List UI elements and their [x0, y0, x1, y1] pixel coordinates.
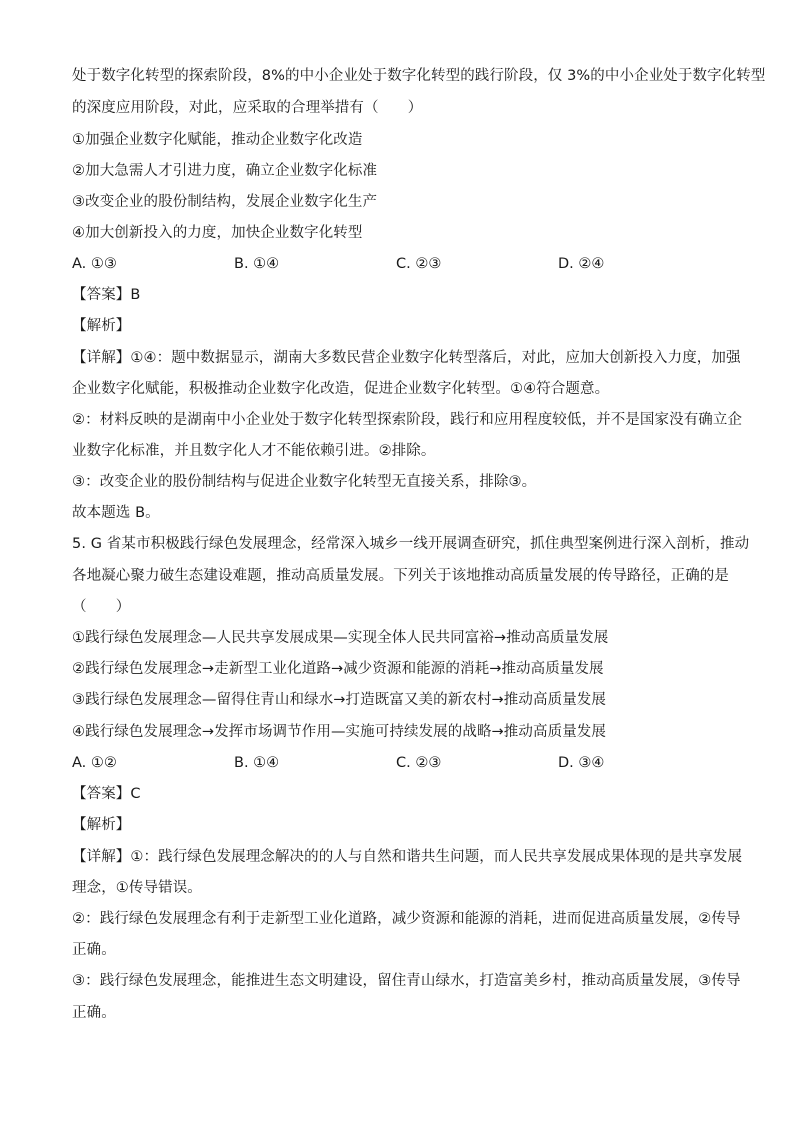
q5-option-b: B. ①④ — [234, 755, 280, 771]
q5-detail-line-6: 正确。 — [72, 1005, 116, 1021]
q4-option-a: A. ①③ — [72, 256, 117, 272]
q4-option-c: C. ②③ — [396, 256, 442, 272]
q4-item-4: ④加大创新投入的力度，加快企业数字化转型 — [72, 225, 363, 241]
q5-option-a: A. ①② — [72, 755, 117, 771]
q4-answer: 【答案】B — [72, 287, 141, 303]
q5-stem-line-2: 各地凝心聚力破生态建设难题，推动高质量发展。下列关于该地推动高质量发展的传导路径，正确的是 — [72, 568, 729, 584]
q4-detail-line-5: ③：改变企业的股份制结构与促进企业数字化转型无直接关系，排除③。 — [72, 474, 537, 490]
q4-item-1: ①加强企业数字化赋能，推动企业数字化改造 — [72, 132, 363, 148]
q4-detail-line-4: 业数字化标准，并且数字化人才不能依赖引进。②排除。 — [72, 443, 436, 459]
q5-option-c: C. ②③ — [396, 755, 442, 771]
q4-option-b: B. ①④ — [234, 256, 280, 272]
q4-detail-line-3: ②：材料反映的是湖南中小企业处于数字化转型探索阶段，践行和应用程度较低，并不是国家没有确立企 — [72, 412, 743, 428]
q4-item-3: ③改变企业的股份制结构，发展企业数字化生产 — [72, 194, 378, 210]
q5-item-4: ④践行绿色发展理念→发挥市场调节作用—实施可持续发展的战略→推动高质量发展 — [72, 724, 606, 740]
q5-detail-line-4: 正确。 — [72, 942, 116, 958]
q4-item-2: ②加大急需人才引进力度，确立企业数字化标准 — [72, 163, 378, 179]
q5-item-2: ②践行绿色发展理念→走新型工业化道路→减少资源和能源的消耗→推动高质量发展 — [72, 661, 604, 677]
q5-detail-line-1: 【详解】①：践行绿色发展理念解决的的人与自然和谐共生问题，而人民共享发展成果体现的是共享发展 — [72, 849, 743, 865]
q5-detail-line-2: 理念，①传导错误。 — [72, 880, 202, 896]
q5-detail-line-3: ②：践行绿色发展理念有利于走新型工业化道路，减少资源和能源的消耗，进而促进高质量发展，②传导 — [72, 911, 741, 927]
q4-detail-line-2: 企业数字化赋能，积极推动企业数字化改造，促进企业数字化转型。①④符合题意。 — [72, 381, 610, 397]
q4-stem-line-2: 的深度应用阶段，对此，应采取的合理举措有（ ） — [72, 100, 423, 116]
q5-answer: 【答案】C — [72, 786, 141, 802]
q4-detail-line-6: 故本题选 B。 — [72, 505, 160, 521]
q5-item-1: ①践行绿色发展理念—人民共享发展成果—实现全体人民共同富裕→推动高质量发展 — [72, 630, 609, 646]
q5-item-3: ③践行绿色发展理念—留得住青山和绿水→打造既富又美的新农村→推动高质量发展 — [72, 692, 606, 708]
q4-analysis-label: 【解析】 — [72, 318, 131, 334]
q4-stem-line-1: 处于数字化转型的探索阶段，8%的中小企业处于数字化转型的践行阶段，仅 3%的中小企业处于数字化转型 — [72, 68, 766, 84]
q5-stem-line-3: （ ） — [72, 599, 131, 615]
q4-option-d: D. ②④ — [558, 256, 605, 272]
q5-option-d: D. ③④ — [558, 755, 605, 771]
q4-detail-line-1: 【详解】①④：题中数据显示，湖南大多数民营企业数字化转型落后，对此，应加大创新投入力度，加强 — [72, 350, 741, 366]
q5-stem-line-1: 5. G 省某市积极践行绿色发展理念，经常深入城乡一线开展调查研究，抓住典型案例进行深入剖析，推动 — [72, 536, 750, 552]
q5-analysis-label: 【解析】 — [72, 817, 131, 833]
q5-detail-line-5: ③：践行绿色发展理念，能推进生态文明建设，留住青山绿水，打造富美乡村，推动高质量发展，③传导 — [72, 973, 741, 989]
